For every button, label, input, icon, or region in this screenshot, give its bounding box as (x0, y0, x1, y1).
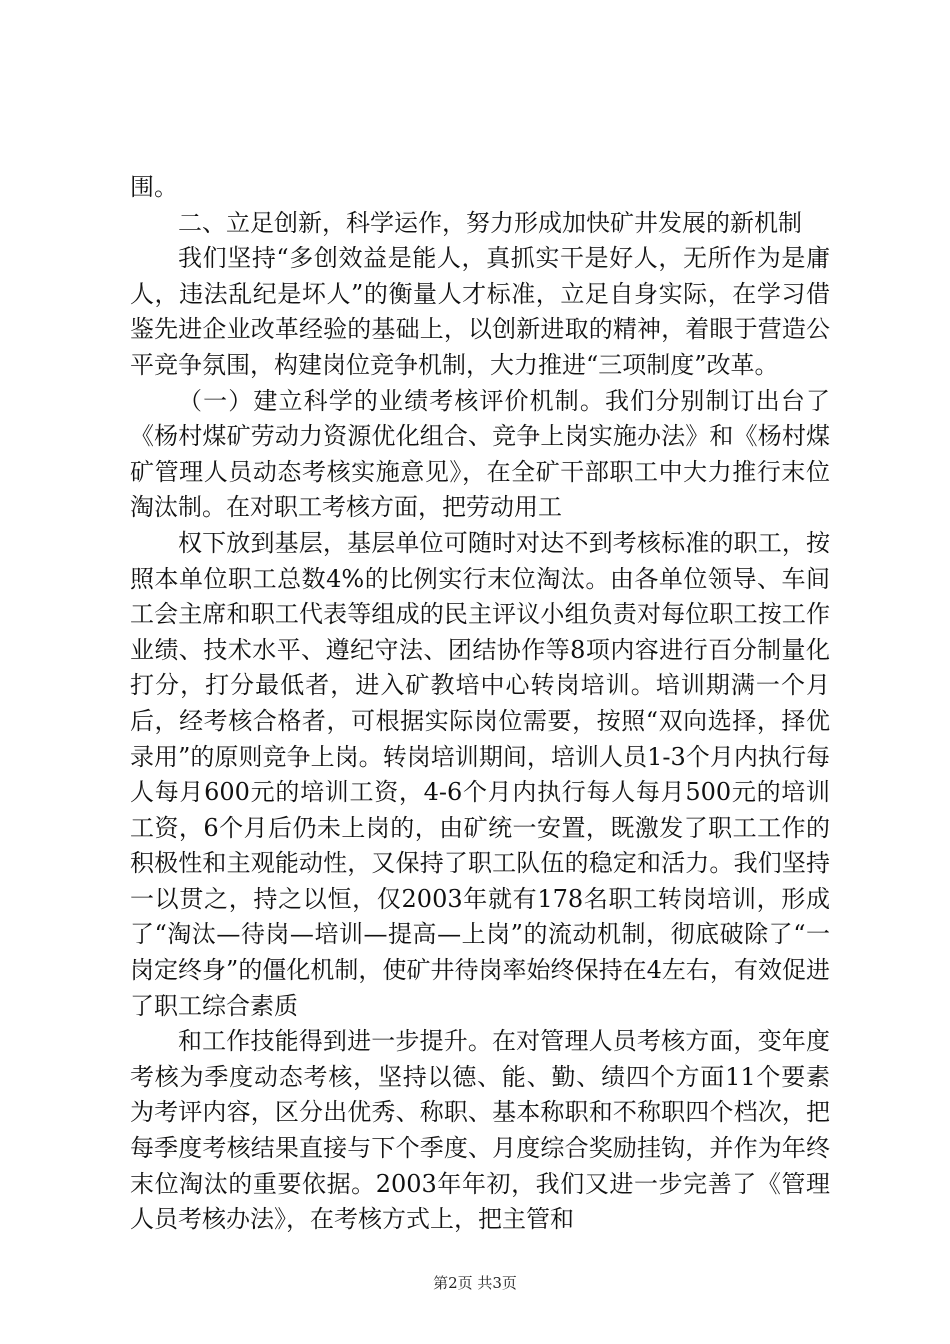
paragraph-5: 权下放到基层，基层单位可随时对达不到考核标准的职工，按照本单位职工总数4%的比例实行末位淘汰。由各单位领导、车间工会主席和职工代表等组成的民主评议小组负责对每位职工按工作业绩、技术水平、遵纪守法、团结协作等8项内容进行百分制量化打分，打分最低者，进入矿教培中心转岗培训。培训期满一个月后，经考核合格者，可根据实际岗位需要，按照“双向选择，择优录用”的原则竞争上岗。转岗培训期间，培训人员1-3个月内执行每人每月600元的培训工资，4-6个月内执行每人每月500元的培训工资，6个月后仍未上岗的，由矿统一安置，既激发了职工工作的积极性和主观能动性，又保持了职工队伍的稳定和活力。我们坚持一以贯之，持之以恒，仅2003年就有178名职工转岗培训，形成了“淘汰—待岗—培训—提高—上岗”的流动机制，彻底破除了“一岗定终身”的僵化机制，使矿井待岗率始终保持在4左右，有效促进了职工综合素质 (130, 528, 830, 1020)
paragraph-3: 我们坚持“多创效益是能人，真抓实干是好人，无所作为是庸人，违法乱纪是坏人”的衡量人才标准，立足自身实际，在学习借鉴先进企业改革经验的基础上，以创新进取的精神，着眼于营造公平竞争氛围，构建岗位竞争机制，大力推进“三项制度”改革。 (130, 244, 830, 379)
paragraph-1: 围。 (130, 173, 178, 201)
page-footer: 第2页 共3页 (433, 1274, 517, 1292)
paragraph-6: 和工作技能得到进一步提升。在对管理人员考核方面，变年度考核为季度动态考核，坚持以德、能、勤、绩四个方面11个要素为考评内容，区分出优秀、称职、基本称职和不称职四个档次，把每季度考核结果直接与下个季度、月度综合奖励挂钩，并作为年终末位淘汰的重要依据。2003年年初，我们又进一步完善了《管理人员考核办法》，在考核方式上，把主管和 (130, 1027, 830, 1234)
document-body (130, 170, 830, 1238)
section-heading: 二、立足创新，科学运作，努力形成加快矿井发展的新机制 (178, 208, 802, 237)
paragraph-4: （一）建立科学的业绩考核评价机制。我们分别制订出台了《杨村煤矿劳动力资源优化组合、竞争上岗实施办法》和《杨村煤矿管理人员动态考核实施意见》，在全矿干部职工中大力推行末位淘汰制。在对职工考核方面，把劳动用工 (130, 386, 830, 522)
